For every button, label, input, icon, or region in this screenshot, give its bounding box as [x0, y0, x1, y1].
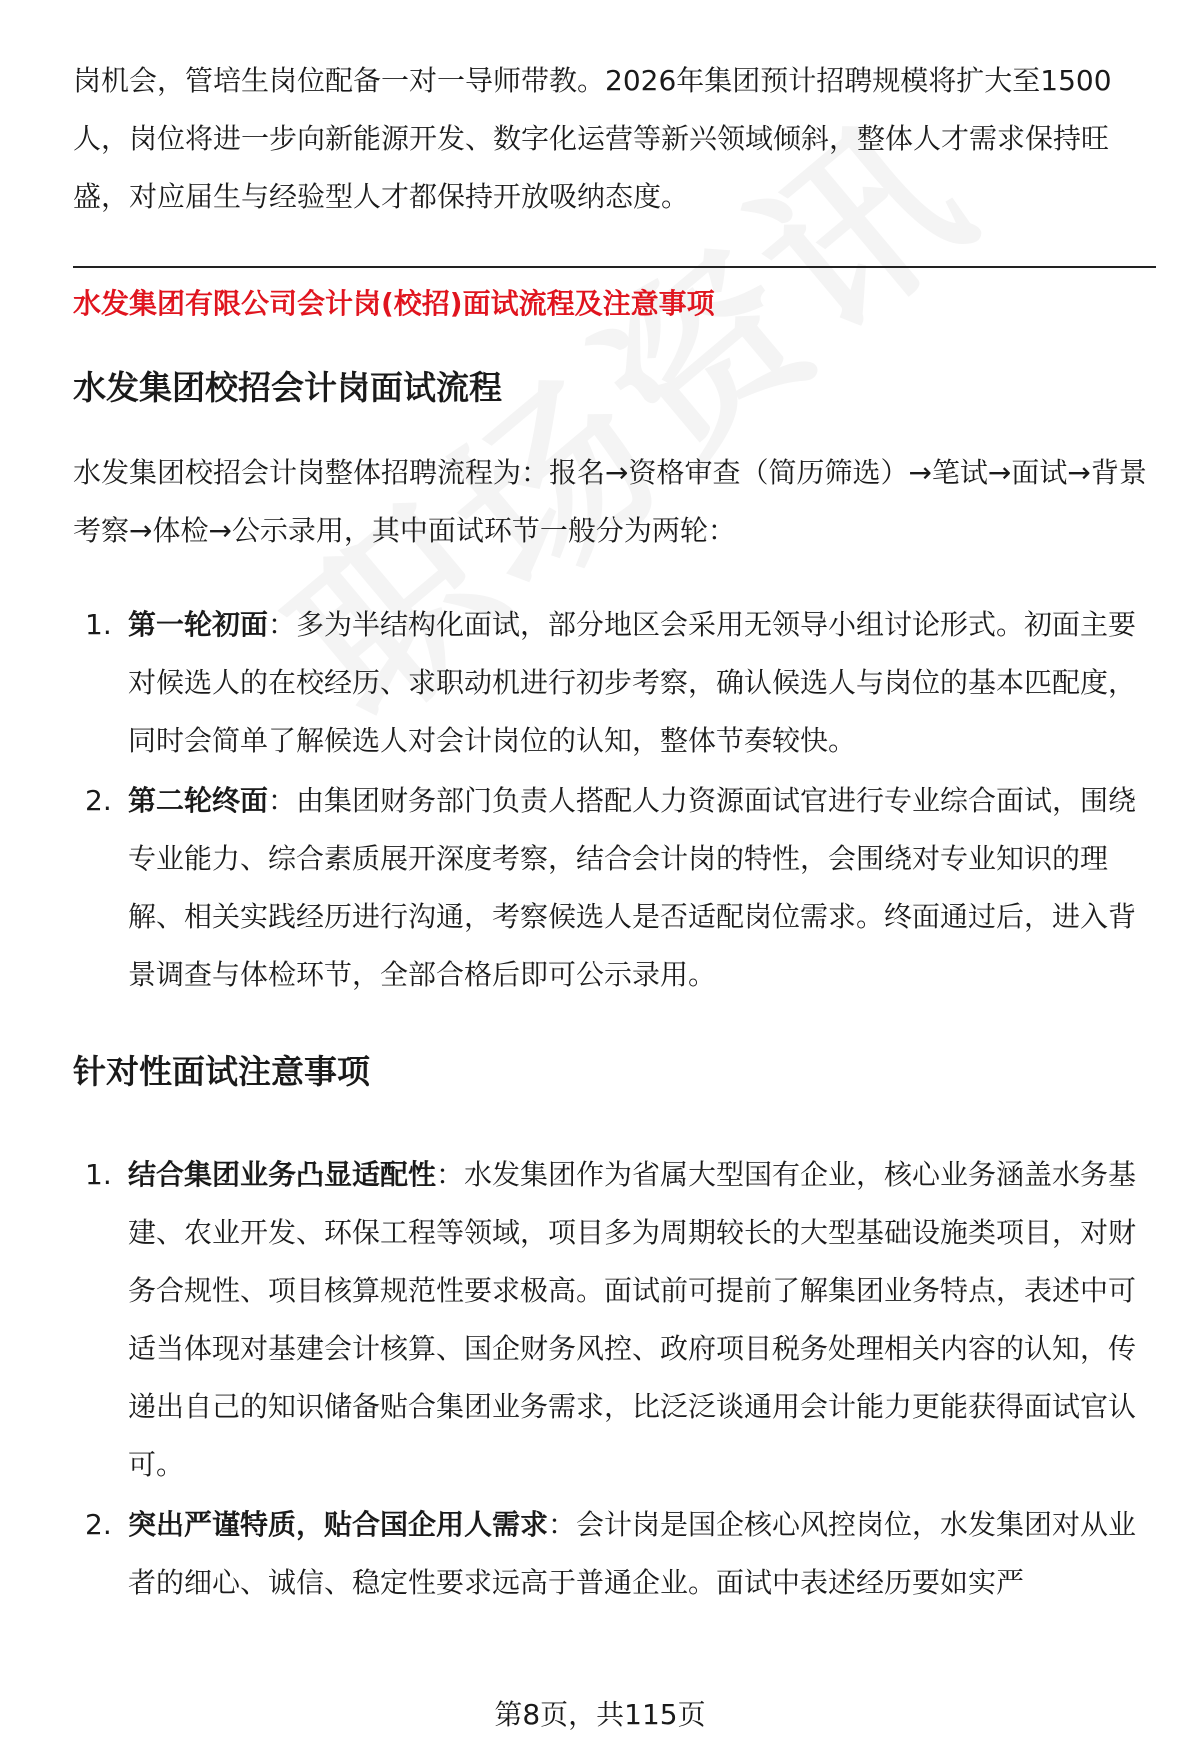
list-number: 1. — [85, 608, 112, 641]
section-divider — [73, 266, 1156, 268]
list-number: 2. — [85, 1508, 112, 1541]
item-text: ：由集团财务部门负责人搭配人力资源面试官进行专业综合面试，围绕专业能力、综合素质展开深度考察，结合会计岗的特性，会围绕对专业知识的理解、相关实践经历进行沟通，考察候选人是否适配岗位需求。终面通过后，进入背景调查与体检环节，全部合格后即可公示录用。 — [128, 784, 1137, 991]
list-item — [73, 1496, 1153, 1612]
process-intro: 水发集团校招会计岗整体招聘流程为：报名→资格审查（简历筛选）→笔试→面试→背景考察→体检→公示录用，其中面试环节一般分为两轮： — [73, 456, 1147, 547]
process-list — [73, 596, 1153, 1004]
list-item — [73, 596, 1153, 770]
list-number: 2. — [85, 784, 112, 817]
process-heading: 水发集团校招会计岗面试流程 — [73, 368, 502, 407]
item-text: ：会计岗是国企核心风控岗位，水发集团对从业者的细心、诚信、稳定性要求远高于普通企业。面试中表述经历要如实严 — [128, 1508, 1137, 1599]
tips-list — [73, 1146, 1153, 1612]
item-text: ：多为半结构化面试，部分地区会采用无领导小组讨论形式。初面主要对候选人的在校经历、求职动机进行初步考察，确认候选人与岗位的基本匹配度，同时会简单了解候选人对会计岗位的认知，整体节奏较快。 — [128, 608, 1137, 757]
list-item — [73, 1146, 1153, 1494]
section-title: 水发集团有限公司会计岗(校招)面试流程及注意事项 — [73, 287, 715, 320]
item-lead: 突出严谨特质，贴合国企用人需求 — [128, 1508, 549, 1541]
list-item — [73, 772, 1153, 1004]
page-content — [73, 52, 1153, 1614]
list-number: 1. — [85, 1158, 112, 1191]
page-footer: 第8页，共115页 — [494, 1698, 706, 1731]
item-text: ：水发集团作为省属大型国有企业，核心业务涵盖水务基建、农业开发、环保工程等领域，项目多为周期较长的大型基础设施类项目，对财务合规性、项目核算规范性要求极高。面试前可提前了解集团业务特点，表述中可适当体现对基建会计核算、国企财务风控、政府项目税务处理相关内容的认知，传递出自己的知识储备贴合集团业务需求，比泛泛谈通用会计能力更能获得面试官认可。 — [128, 1158, 1137, 1481]
item-lead: 第一轮初面 — [128, 608, 269, 641]
item-lead: 第二轮终面 — [128, 784, 269, 817]
item-lead: 结合集团业务凸显适配性 — [128, 1158, 437, 1191]
intro-paragraph: 岗机会，管培生岗位配备一对一导师带教。2026年集团预计招聘规模将扩大至1500人，岗位将进一步向新能源开发、数字化运营等新兴领域倾斜，整体人才需求保持旺盛，对应届生与经验型人才都保持开放吸纳态度。 — [73, 64, 1112, 213]
tips-heading: 针对性面试注意事项 — [73, 1052, 370, 1091]
